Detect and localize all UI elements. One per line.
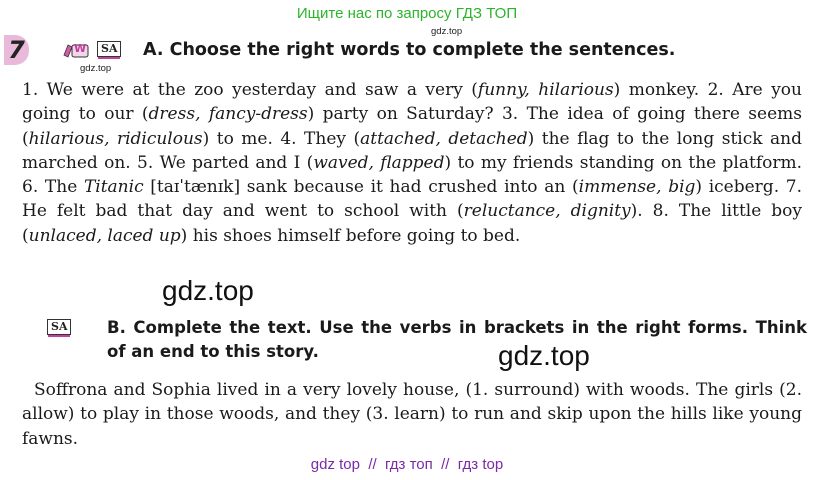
sentence-text: ) his shoes himself before going to bed.	[180, 225, 521, 246]
sentence-text: ) monkey. 2. Are you going to our (	[22, 80, 802, 125]
ship-name: Titanic	[83, 177, 144, 198]
top-watermark-banner: Ищите нас по запросу ГДЗ ТОП	[296, 5, 518, 22]
sentence-text: ). 8. The little boy (	[22, 201, 802, 246]
option-words: reluctance, dignity	[463, 201, 631, 222]
watermark-small: gdz.top	[431, 26, 463, 37]
watermark-small: gdz.top	[80, 63, 112, 74]
watermark-large: gdz.top	[162, 275, 254, 306]
sentence-text: 1. We were at the zoo yesterday and saw a very (	[22, 80, 478, 100]
watermark-large: gdz.top	[498, 340, 590, 371]
option-words: funny, hilarious	[477, 80, 614, 100]
student-activity-icon: SA	[97, 41, 121, 57]
option-words: hilarious, ridiculous	[28, 128, 203, 149]
option-words: immense, big	[578, 177, 696, 198]
sentence-text: ) the flag to the long stick and marched on. 5. We parted and I (	[22, 128, 802, 173]
section-a-sentences	[22, 78, 802, 248]
option-words: waved, flapped	[313, 152, 445, 173]
option-words: attached, detached	[360, 128, 528, 149]
pencil-write-icon	[63, 42, 91, 58]
section-b-story-text: Soffrona and Sophia lived in a very lovely house, (1. surround) with woods. The girls (2. allow) to play in those woods, and they (3. learn) to run and skip upon the hills like young fawns.	[22, 380, 802, 449]
exercise-number: 7	[4, 35, 29, 65]
student-activity-icon: SA	[47, 319, 71, 335]
write-icon-letter: W	[74, 42, 87, 55]
section-b-title: B. Complete the text. Use the verbs in brackets in the right forms. Think of an end to this story.	[107, 318, 807, 361]
sentence-text: ) party on Saturday? 3. The idea of going there seems (	[22, 104, 802, 149]
option-words: unlaced, laced up	[28, 225, 181, 246]
sentence-text: ) to me. 4. They (	[202, 128, 361, 149]
bottom-watermark-bar: gdz top // гдз топ // гдз top	[310, 456, 504, 473]
option-words: dress, fancy-dress	[148, 104, 308, 125]
sentence-text: [taɪˈtænɪk] sank because it had crushed into an (	[143, 177, 579, 198]
sentence-text: ) to my friends standing on the platform. 6. The	[22, 152, 802, 198]
section-a-title: A. Choose the right words to complete the sentences.	[143, 40, 676, 60]
sentence-text: ) iceberg. 7. He felt bad that day and went to school with (	[22, 177, 802, 222]
